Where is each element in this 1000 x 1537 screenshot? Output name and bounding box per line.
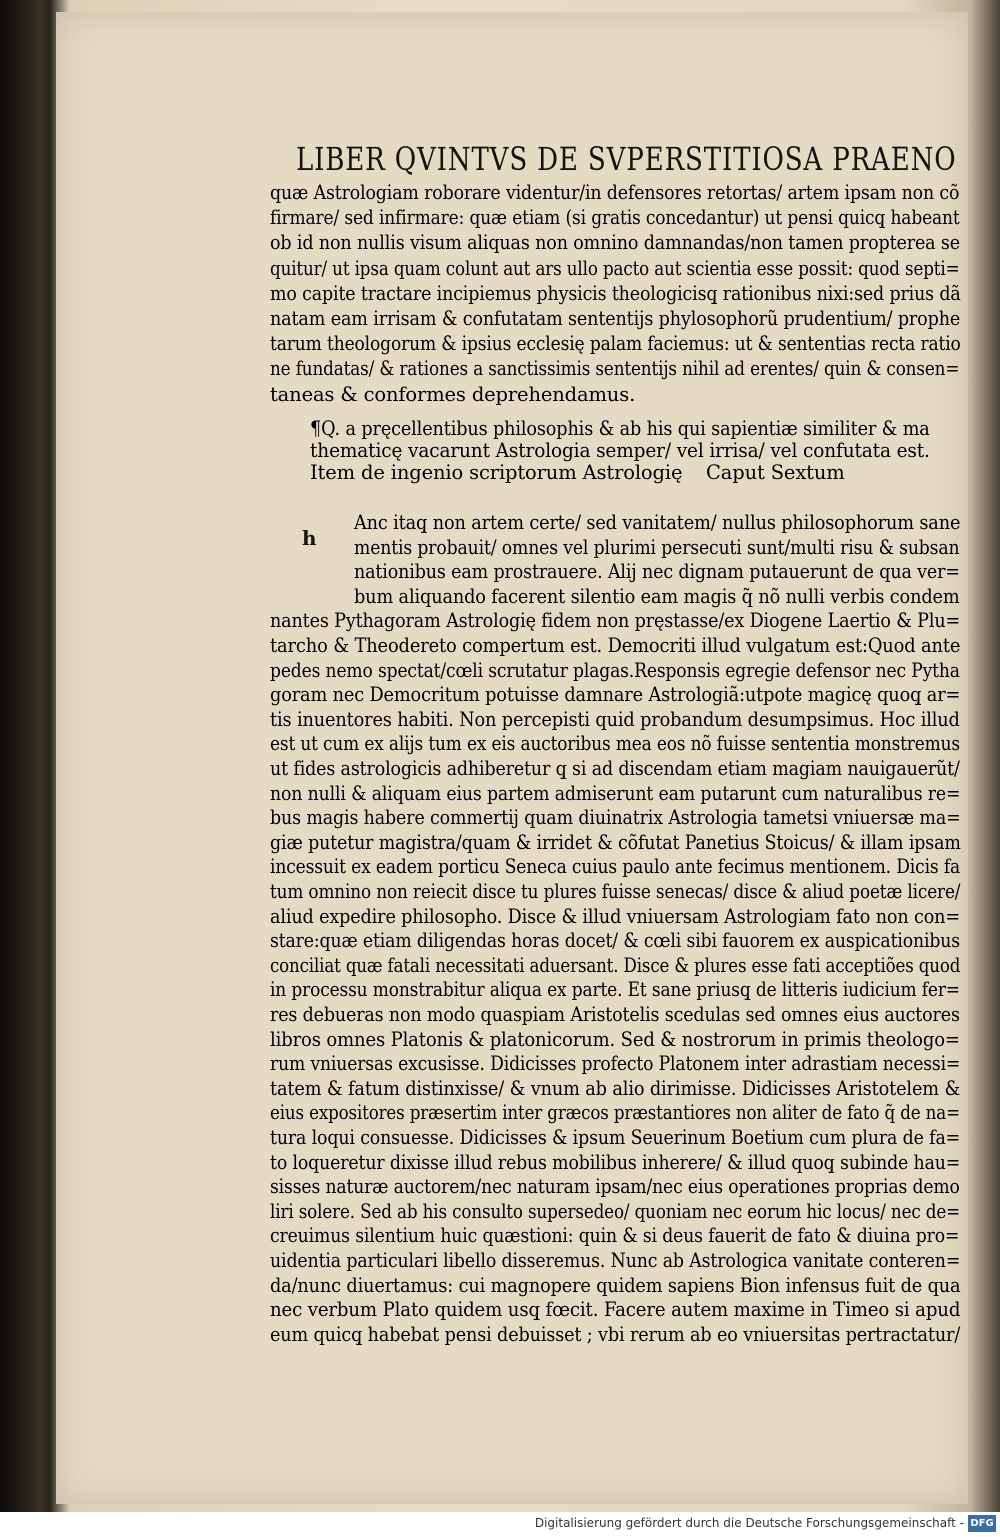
paragraph2-line: ut fides astrologicis adhiberetur q̧ si ad discendam etiam magiam nauigauerũt/ bbox=[270, 757, 960, 780]
paragraph1-line: natam eam irrisam & confutatam sententijs phylosophorũ prudentium/ prophe bbox=[270, 307, 961, 330]
paragraph2-line: nationibus eam prostrauere. Alij nec dignam putauerunt de qua ver= bbox=[354, 560, 960, 584]
paragraph2-line: aliud expedire philosopho. Disce & illud vniuersam Astrologiam fato non con= bbox=[270, 904, 960, 928]
paragraph1-line: ob id non nullis visum aliquas non omnino damnandas/non tamen propterea se bbox=[270, 231, 960, 255]
paragraph2-line: eius expositores præsertim inter græcos præstantiores non aliter de fato q̃ de na= bbox=[270, 1101, 960, 1125]
paragraph2-line: tarcho & Theodereto compertum est. Democriti illud vulgatum est:Quod ante bbox=[270, 634, 961, 657]
paragraph2-line: incessuit ex eadem porticu Seneca cuius paulo ante fecimus mentionem. Dicis fa bbox=[270, 855, 961, 879]
dfg-logo-icon: DFG bbox=[968, 1515, 996, 1532]
paragraph1-line: quæ Astrologiam roborare videntur/in defensores retortas/ artem ipsam non cõ bbox=[270, 181, 960, 204]
rubric-line: thematicę vacarunt Astrologia semper/ vel irrisa/ vel confutata est. bbox=[310, 439, 930, 462]
paragraph2-line: pedes nemo spectat/cœli scrutatur plagas.Responsis egregie defensor nec Pytha bbox=[270, 658, 960, 682]
paragraph1-line: taneas & conformes deprehendamus. bbox=[270, 382, 636, 406]
paragraph2-line: tum omnino non reiecit disce tu plures fuisse senecas/ disce & aliud poetæ licere/ bbox=[270, 880, 961, 903]
paragraph2-line: eum quicq̧ habebat pensi debuisset ; vbi rerum ab eo vniuersitas pertractatur/ bbox=[270, 1322, 961, 1346]
paragraph2-line: est ut cum ex alijs tum ex eis auctoribus mea eos nõ fuisse sententia monstremus bbox=[270, 732, 960, 756]
paragraph2-line: liri solere. Sed ab his consulto supersedeo/ quoniam nec eorum hic locus/ nec de= bbox=[270, 1199, 961, 1223]
paragraph2-line: rum vniuersas excusisse. Didicisses profecto Platonem inter adrastiam necessi= bbox=[270, 1052, 961, 1076]
paragraph1-line: quitur/ ut ipsa quam colunt aut ars ullo pacto aut scientia esse possit: quod septi= bbox=[270, 256, 960, 280]
rubric-line: Item de ingenio scriptorum Astrologię bbox=[310, 461, 683, 484]
paragraph2-line: non nulli & aliquam eius partem admiserunt eam putarunt cum naturalibus re= bbox=[270, 781, 961, 805]
paragraph2-line: nantes Pythagoram Astrologię fidem non pręstasse/ex Diogene Laertio & Plu= bbox=[270, 609, 961, 633]
paragraph2-line: res debueras non modo quaspiam Aristotelis scedulas sed omnes eius auctores bbox=[270, 1003, 960, 1026]
paragraph2-line: conciliat quæ fatali necessitati aduersant. Disce & plures esse fati acceptiões quod bbox=[270, 953, 961, 977]
paragraph1-line: tarum theologorum & ipsius ecclesię palam faciemus: ut & sententias recta ratio bbox=[270, 332, 961, 356]
paragraph1-line: mo capite tractare incipiemus physicis theologicisq̧ rationibus nixi:sed prius dã bbox=[270, 281, 961, 305]
paragraph1-line: ne fundatas/ & rationes a sanctissimis sententijs nihil ad erentes/ quin & consen= bbox=[270, 357, 960, 381]
paragraph2-line: to loqueretur dixisse illud rebus mobilibus inherere/ & illud quoq̧ subinde hau= bbox=[270, 1150, 961, 1174]
paragraph2-line: da/nunc diuertamus: cui magnopere quidem sapiens Bion infensus fuit de qua bbox=[270, 1273, 961, 1297]
paragraph2-line: creuimus silentium huic quæstioni: quin & si deus fauerit de fato & diuina pro= bbox=[270, 1224, 960, 1248]
paragraph2-line: giæ putetur magistra/quam & irridet & cõfutat Panetius Stoicus/ & illam ipsam bbox=[270, 830, 961, 854]
paragraph2-line: sisses naturæ auctorem/nec naturam ipsam/nec eius operationes proprias demo bbox=[270, 1175, 960, 1199]
running-head: LIBER QVINTVS DE SVPERSTITIOSA PRAENO bbox=[296, 140, 957, 178]
paragraph2-line: stare:quæ etiam diligendas horas docet/ & cœli sibi fauorem ex auspicationibus bbox=[270, 929, 961, 953]
paragraph2-line: tis inuentores habiti. Non percepisti quid probandum desumpsimus. Hoc illud bbox=[270, 707, 960, 731]
paragraph2-line: goram nec Democritum potuisse damnare Astrologiã:utpote magicę quoq̧ ar= bbox=[270, 683, 961, 707]
paragraph2-line: uidentia particulari libello disseremus. Nunc ab Astrologica vanitate conteren= bbox=[270, 1249, 961, 1272]
paragraph2-line: in processu monstrabitur aliqua ex parte. Et sane priusq̧ de litteris iudicium fer= bbox=[270, 978, 960, 1002]
rubric-line: ¶Q. a pręcellentibus philosophis & ab his qui sapientiæ similiter & ma bbox=[310, 417, 930, 440]
paragraph2-line: libros omnes Platonis & platonicorum. Sed & nostrorum in primis theologo= bbox=[270, 1027, 960, 1051]
paragraph2-line: Anc itaq̧ non artem certe/ sed vanitatem/ nullus philosophorum sane bbox=[354, 511, 961, 534]
paragraph1-line: firmare/ sed infirmare: quæ etiam (si gratis concedantur) ut pensi quicq̧ habeant bbox=[270, 206, 960, 230]
footer-credit: Digitalisierung gefördert durch die Deutsche Forschungsgemeinschaft - bbox=[534, 1516, 964, 1530]
rubric-line: Caput Sextum bbox=[706, 461, 845, 484]
paragraph2-line: tatem & fatum distinxisse/ & vnum ab alio dirimisse. Didicisses Aristotelem & bbox=[270, 1076, 961, 1100]
paragraph2-line: mentis probauit/ omnes vel plurimi persecuti sunt/multi risu & subsan bbox=[354, 535, 960, 559]
paragraph2-line: bum aliquando facerent silentio eam magis q̃ nõ nulli verbis condem bbox=[354, 584, 960, 608]
initial-letter: h bbox=[302, 526, 317, 550]
paragraph2-line: nec verbum Plato quidem usq̧ fœcit. Facere autem maxime in Timeo si apud bbox=[270, 1298, 961, 1322]
paragraph2-line: tura loqui consuesse. Didicisses & ipsum Seuerinum Boetium cum plura de fa= bbox=[270, 1126, 961, 1149]
paragraph2-line: bus magis habere commertij quam diuinatrix Astrologia tametsi vniuersæ ma= bbox=[270, 806, 961, 830]
footer-bar bbox=[0, 1512, 1000, 1537]
